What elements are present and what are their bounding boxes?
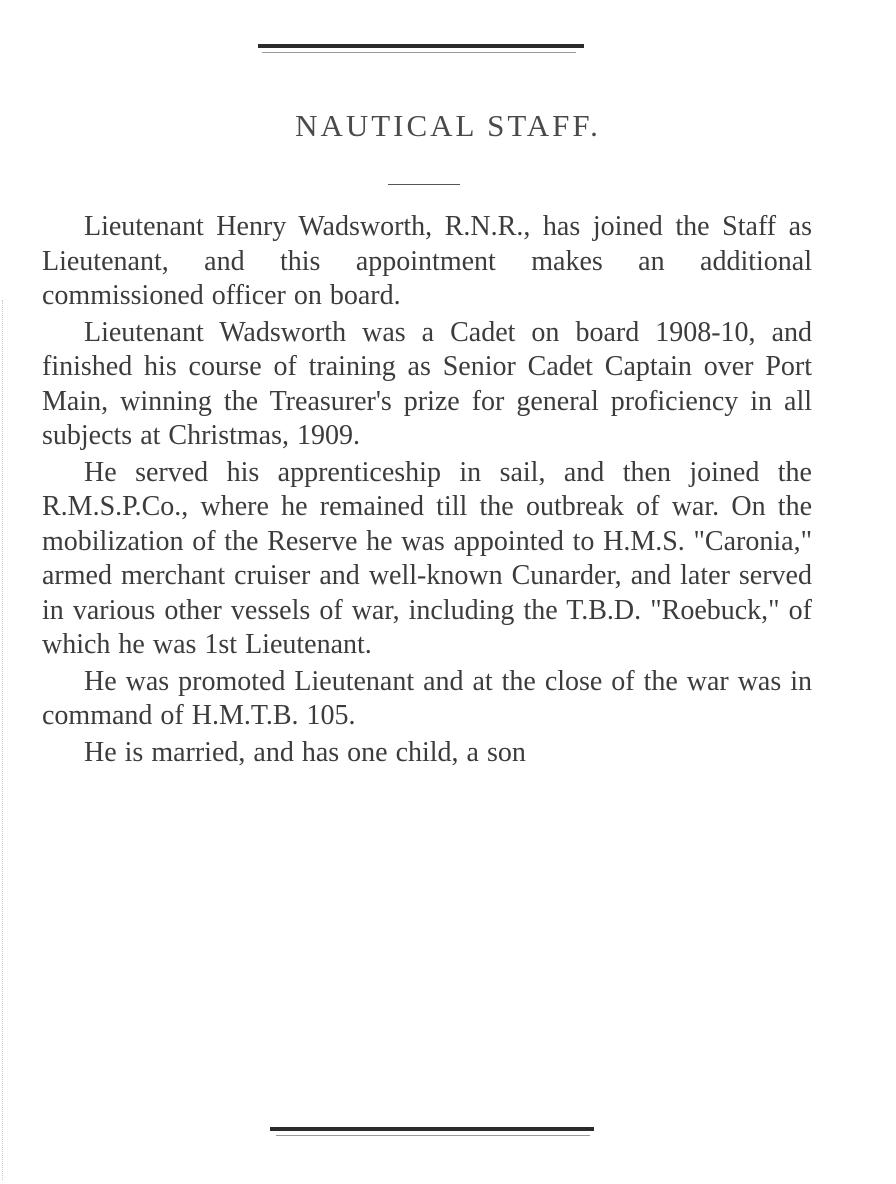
paragraph-1: Lieutenant Henry Wadsworth, R.N.R., has joined the Staff as Lieutenant, and this appointment makes an additional commissioned officer on board. <box>42 211 812 311</box>
margin-edge-dots <box>2 300 4 1180</box>
article-title: NAUTICAL STAFF. <box>295 108 601 143</box>
top-rule <box>258 44 584 48</box>
article-body <box>42 210 812 772</box>
paragraph-5: He is married, and has one child, a son <box>84 736 526 768</box>
title-divider <box>388 184 460 185</box>
bottom-rule <box>270 1127 594 1131</box>
paragraph-2: Lieutenant Wadsworth was a Cadet on board 1908-10, and finished his course of training as Senior Cadet Captain over Port Main, winning the Treasurer's prize for general proficiency in all subjects at Christmas, 1909. <box>42 316 812 451</box>
paragraph-3: He served his apprenticeship in sail, and then joined the R.M.S.P.Co., where he remained till the outbreak of war. On the mobilization of the Reserve he was appointed to H.M.S. "Caronia," armed merchant cruiser and well-known Cunarder, and later served in various other vessels of war, including the T.B.D. "Roebuck," of which he was 1st Lieutenant. <box>42 456 812 660</box>
paragraph-4: He was promoted Lieutenant and at the close of the war was in command of H.M.T.B. 105. <box>42 665 812 731</box>
